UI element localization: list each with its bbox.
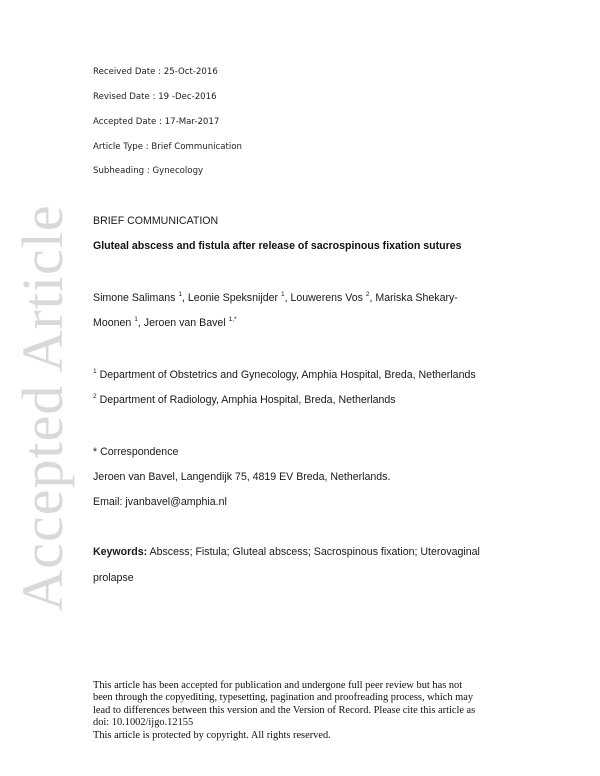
affiliation-text: Department of Radiology, Amphia Hospital, Breda, Netherlands <box>99 394 396 406</box>
keywords-list: Abscess; Fistula; Gluteal abscess; Sacrospinous fixation; Uterovaginal <box>147 546 480 558</box>
notice-line: This article has been accepted for publication and undergone full peer review but has not <box>93 680 463 691</box>
author-affiliation-mark: 1 <box>134 316 138 323</box>
author-name: Mariska Shekary- <box>375 292 458 304</box>
accepted-article-watermark <box>10 88 75 728</box>
copyright-line: This article is protected by copyright. All rights reserved. <box>93 729 331 741</box>
correspondence-heading: * Correspondence <box>93 446 179 458</box>
author-name: Moonen <box>93 317 132 329</box>
author-name: Simone Salimans <box>93 292 176 304</box>
author-separator: , <box>369 292 376 304</box>
author-separator: , <box>137 317 144 329</box>
author-affiliation-mark: 2 <box>365 291 370 298</box>
affiliation-1 <box>93 369 476 381</box>
affiliation-text: Department of Obstetrics and Gynecology, Amphia Hospital, Breda, Netherlands <box>99 369 476 381</box>
affiliation-mark: 2 <box>93 393 97 400</box>
notice-line: been through the copyediting, typesetting, pagination and proofreading process, which may <box>93 692 474 704</box>
watermark-text: Accepted Article <box>10 204 75 612</box>
notice-line: lead to differences between this version and the Version of Record. Please cite this article as <box>93 704 476 716</box>
author-name: Louwerens Vos <box>290 292 363 304</box>
affiliation-2 <box>93 394 396 406</box>
corresponding-author-mark: 1,* <box>228 316 237 323</box>
article-type: Article Type : Brief Communication <box>93 142 242 152</box>
received-date: Received Date : 25-Oct-2016 <box>93 67 218 77</box>
author-affiliation-mark: 1 <box>280 291 285 298</box>
doi-line: doi: 10.1002/ijgo.12155 <box>93 717 194 729</box>
accepted-date: Accepted Date : 17-Mar-2017 <box>93 117 220 127</box>
acceptance-notice <box>93 680 513 742</box>
revised-date: Revised Date : 19 -Dec-2016 <box>93 92 217 102</box>
author-line-1 <box>93 292 458 304</box>
keywords-line-2: prolapse <box>93 572 134 584</box>
author-affiliation-mark: 1 <box>178 291 183 298</box>
author-line-2 <box>93 317 237 329</box>
keywords-line-1 <box>93 546 480 558</box>
correspondence-email: Email: jvanbavel@amphia.nl <box>93 496 227 508</box>
affiliation-mark: 1 <box>93 368 97 375</box>
author-name: Jeroen van Bavel <box>143 317 226 329</box>
author-name: Leonie Speksnijder <box>187 292 279 304</box>
keywords-label: Keywords: <box>93 546 148 558</box>
author-separator: , <box>182 292 188 304</box>
correspondence-address: Jeroen van Bavel, Langendijk 75, 4819 EV Breda, Netherlands. <box>93 471 391 483</box>
section-label: BRIEF COMMUNICATION <box>93 215 219 227</box>
article-title: Gluteal abscess and fistula after release of sacrospinous fixation sutures <box>93 240 462 252</box>
subheading: Subheading : Gynecology <box>93 166 204 176</box>
author-separator: , <box>284 292 291 304</box>
